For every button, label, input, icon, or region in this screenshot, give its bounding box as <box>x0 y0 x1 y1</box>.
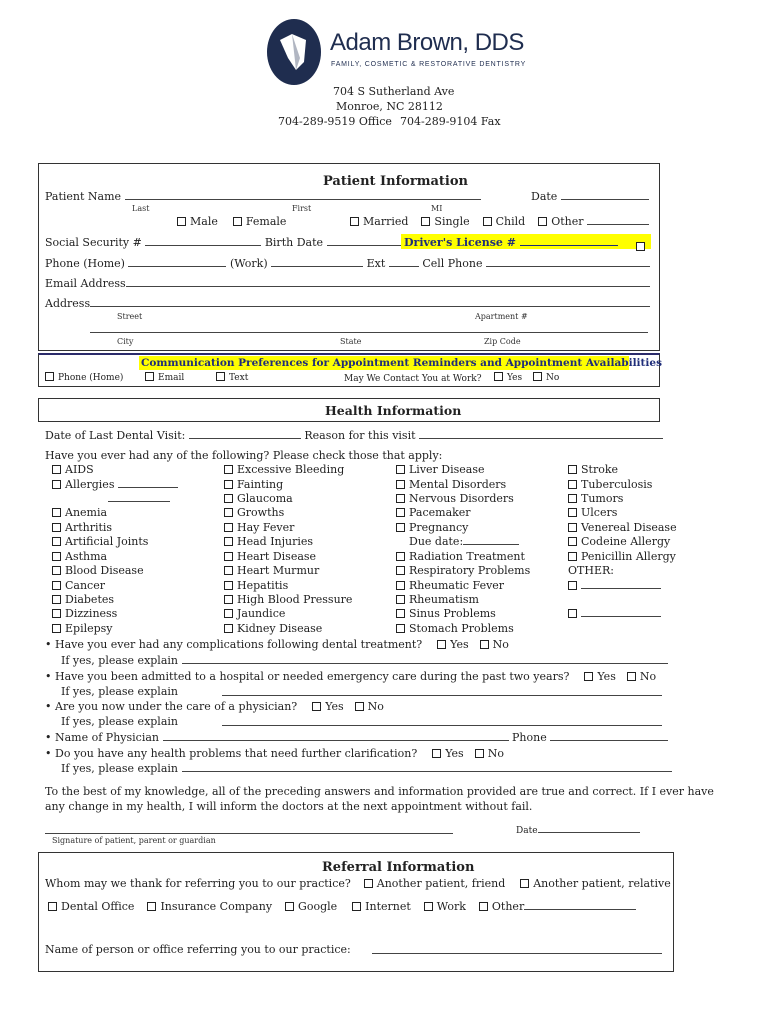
phone-home-field[interactable] <box>128 257 226 267</box>
address-row <box>45 297 650 310</box>
col3-row-0 <box>396 463 485 476</box>
female-label: Female <box>245 215 287 228</box>
comm-phone-row <box>45 373 123 383</box>
other-condition-row-1 <box>568 579 661 592</box>
growths-checkbox[interactable] <box>224 508 233 517</box>
condition-label: Growths <box>237 506 285 519</box>
dental-office-checkbox[interactable] <box>48 902 57 911</box>
due-date-row <box>409 535 519 548</box>
internet-checkbox[interactable] <box>352 902 361 911</box>
hepatitis-checkbox[interactable] <box>224 581 233 590</box>
married-checkbox[interactable] <box>350 217 359 226</box>
condition-label: Heart Murmur <box>237 564 320 577</box>
q5-explain-label: If yes, please explain <box>61 762 178 775</box>
q5-yes-label: Yes <box>445 747 464 760</box>
col1-row-5 <box>52 550 107 563</box>
another-friend-label: Another patient, friend <box>376 877 506 890</box>
diabetes-checkbox[interactable] <box>52 595 61 604</box>
col2-row-3 <box>224 506 284 519</box>
col3-row-1 <box>396 478 506 491</box>
mi-label: MI <box>431 204 443 213</box>
q1-no-checkbox[interactable] <box>480 640 489 649</box>
col2-row-8 <box>224 579 288 592</box>
excessive-bleeding-checkbox[interactable] <box>224 465 233 474</box>
col1-row-8 <box>52 593 114 606</box>
col3-row-7 <box>396 579 504 592</box>
due-date-label: Due date: <box>409 535 464 548</box>
q3-explain-label: If yes, please explain <box>61 715 178 728</box>
q3-yes-label: Yes <box>325 700 344 713</box>
office-phone: 704-289-9519 Office <box>278 115 392 128</box>
work-label: (Work) <box>229 257 268 270</box>
q2-no-label: No <box>639 670 657 683</box>
col1-row-0 <box>52 463 94 476</box>
patient-name-label: Patient Name <box>45 190 122 203</box>
dizziness-checkbox[interactable] <box>52 609 61 618</box>
q5-yes-checkbox[interactable] <box>432 749 441 758</box>
another-relative-checkbox[interactable] <box>520 879 529 888</box>
last-visit-row <box>45 429 663 442</box>
col2-row-9 <box>224 593 352 606</box>
q3-label: Are you now under the care of a physician? <box>55 700 298 713</box>
date-row <box>531 190 649 203</box>
apartment-label: Apartment # <box>475 312 528 321</box>
sinus-problems-checkbox[interactable] <box>396 609 405 618</box>
other-referral-checkbox[interactable] <box>479 902 488 911</box>
col2-row-5 <box>224 535 313 548</box>
condition-label: Hay Fever <box>237 521 295 534</box>
condition-label: Asthma <box>65 550 108 563</box>
q2-no-checkbox[interactable] <box>627 672 636 681</box>
q1-explain-field[interactable] <box>182 654 668 664</box>
condition-label: Jaundice <box>237 607 286 620</box>
condition-label: Mental Disorders <box>409 478 507 491</box>
bullet-icon: • <box>45 731 52 744</box>
heart-disease-checkbox[interactable] <box>224 552 233 561</box>
condition-label: Rheumatism <box>409 593 479 606</box>
rheumatic-fever-checkbox[interactable] <box>396 581 405 590</box>
address-label: Address <box>45 297 91 310</box>
q5-label: Do you have any health problems that need further clarification? <box>55 747 418 760</box>
gender-row <box>177 215 286 228</box>
patient-name-field[interactable] <box>125 190 481 200</box>
condition-label: Allergies <box>65 478 115 491</box>
rheumatism-checkbox[interactable] <box>396 595 405 604</box>
tuberculosis-checkbox[interactable] <box>568 480 577 489</box>
arthritis-checkbox[interactable] <box>52 523 61 532</box>
codeine-allergy-checkbox[interactable] <box>568 537 577 546</box>
condition-label: Fainting <box>237 478 284 491</box>
sig-date-label: Date <box>516 826 538 836</box>
birth-date-label: Birth Date <box>264 236 323 249</box>
date-label: Date <box>531 190 558 203</box>
condition-label: Stomach Problems <box>409 622 514 635</box>
condition-label: Venereal Disease <box>581 521 677 534</box>
other-label: Other <box>551 215 584 228</box>
col4-row-4 <box>568 521 677 534</box>
q2-row <box>45 670 656 683</box>
other-checkbox[interactable] <box>538 217 547 226</box>
head-injuries-checkbox[interactable] <box>224 537 233 546</box>
condition-label: Tumors <box>581 492 624 505</box>
comm-prefs-title: Communication Preferences for Appointment Reminders and Appointment Availabilities <box>141 357 662 369</box>
condition-label: High Blood Pressure <box>237 593 353 606</box>
conditions-question: Have you ever had any of the following? Please check those that apply: <box>45 449 443 462</box>
condition-label: Heart Disease <box>237 550 317 563</box>
col3-row-8 <box>396 593 479 606</box>
condition-label: Penicillin Allergy <box>581 550 676 563</box>
insurance-checkbox[interactable] <box>147 902 156 911</box>
col3-row-6 <box>396 564 530 577</box>
reason-field[interactable] <box>419 429 663 439</box>
comm-text-label: Text <box>229 373 249 383</box>
insurance-label: Insurance Company <box>160 900 273 913</box>
health-info-title: Health Information <box>325 403 462 418</box>
signature-field[interactable] <box>45 824 453 834</box>
ext-label: Ext <box>366 257 386 270</box>
allergies-field-2[interactable] <box>108 493 170 502</box>
physician-phone-field[interactable] <box>550 731 668 741</box>
comm-text-checkbox[interactable] <box>216 372 225 381</box>
other-condition-2-checkbox[interactable] <box>568 609 577 618</box>
child-label: Child <box>495 215 526 228</box>
patient-name-row <box>45 190 481 203</box>
city-label: City <box>117 337 134 346</box>
col4-row-0 <box>568 463 618 476</box>
work-contact-no-checkbox[interactable] <box>533 372 542 381</box>
comm-email-row <box>145 373 184 383</box>
condition-label: Blood Disease <box>65 564 144 577</box>
col4-row-5 <box>568 535 670 548</box>
q4-row <box>45 731 668 744</box>
q3-no-checkbox[interactable] <box>355 702 364 711</box>
tumors-checkbox[interactable] <box>568 494 577 503</box>
referral-question-row <box>45 877 671 890</box>
ssn-field[interactable] <box>145 236 261 246</box>
last-visit-label: Date of Last Dental Visit: <box>45 429 186 442</box>
cancer-checkbox[interactable] <box>52 581 61 590</box>
state-label: State <box>340 337 362 346</box>
col2-row-0 <box>224 463 344 476</box>
nervous-disorders-checkbox[interactable] <box>396 494 405 503</box>
anemia-checkbox[interactable] <box>52 508 61 517</box>
condition-label: Excessive Bleeding <box>237 463 345 476</box>
q5-no-label: No <box>487 747 504 760</box>
condition-label: AIDS <box>65 463 94 476</box>
referral-sources-row <box>48 900 636 913</box>
condition-label: Nervous Disorders <box>409 492 514 505</box>
condition-label: Epilepsy <box>65 622 113 635</box>
work-contact-no-label: No <box>546 373 560 383</box>
address-field[interactable] <box>90 297 650 307</box>
condition-label: Hepatitis <box>237 579 289 592</box>
stroke-checkbox[interactable] <box>568 465 577 474</box>
ulcers-checkbox[interactable] <box>568 508 577 517</box>
condition-label: Pregnancy <box>409 521 469 534</box>
ext-field[interactable] <box>389 257 419 267</box>
marital-row <box>350 215 649 228</box>
q3-no-label: No <box>367 700 384 713</box>
radiation-treatment-checkbox[interactable] <box>396 552 405 561</box>
reason-label: Reason for this visit <box>304 429 416 442</box>
condition-label: Anemia <box>65 506 108 519</box>
glaucoma-checkbox[interactable] <box>224 494 233 503</box>
work-contact-yes-label: Yes <box>507 373 523 383</box>
physician-name-field[interactable] <box>163 731 509 741</box>
work-contact-yes-checkbox[interactable] <box>494 372 503 381</box>
comm-email-label: Email <box>158 373 185 383</box>
google-label: Google <box>298 900 338 913</box>
other-condition-row-2 <box>568 607 661 620</box>
patient-info-title: Patient Information <box>323 174 468 189</box>
zip-label: Zip Code <box>484 337 521 346</box>
first-label: First <box>292 204 312 213</box>
q5-row <box>45 747 504 760</box>
allergies-field[interactable] <box>118 478 178 488</box>
liver-disease-checkbox[interactable] <box>396 465 405 474</box>
comm-text-row <box>216 373 248 383</box>
fax-phone: 704-289-9104 Fax <box>400 115 501 128</box>
another-friend-checkbox[interactable] <box>364 879 373 888</box>
col3-row-9 <box>396 607 496 620</box>
hay-fever-checkbox[interactable] <box>224 523 233 532</box>
condition-label: Ulcers <box>581 506 618 519</box>
comm-email-checkbox[interactable] <box>145 372 154 381</box>
asthma-checkbox[interactable] <box>52 552 61 561</box>
q4-label: Name of Physician <box>55 731 159 744</box>
comm-phone-checkbox[interactable] <box>45 372 54 381</box>
email-label: Email Address <box>45 277 126 290</box>
other-condition-1-checkbox[interactable] <box>568 581 577 590</box>
address-line1: 704 S Sutherland Ave <box>333 85 455 98</box>
drivers-license-field[interactable] <box>520 236 618 246</box>
col1-row-1 <box>52 478 178 491</box>
cell-phone-field[interactable] <box>486 257 650 267</box>
col3-row-5 <box>396 550 525 563</box>
street-label: Street <box>117 312 143 321</box>
pregnancy-checkbox[interactable] <box>396 523 405 532</box>
birth-date-field[interactable] <box>327 236 409 246</box>
ssn-label: Social Security # <box>45 236 142 249</box>
brand-tagline: FAMILY, COSMETIC & RESTORATIVE DENTISTRY <box>331 61 527 68</box>
condition-label: Dizziness <box>65 607 118 620</box>
contact-at-work-label: May We Contact You at Work? <box>344 374 482 384</box>
condition-label: Cancer <box>65 579 105 592</box>
blood-disease-checkbox[interactable] <box>52 566 61 575</box>
q1-label: Have you ever had any complications following dental treatment? <box>55 638 423 651</box>
referral-title: Referral Information <box>322 860 475 875</box>
q2-explain-label: If yes, please explain <box>61 685 178 698</box>
condition-label: Kidney Disease <box>237 622 323 635</box>
q2-yes-checkbox[interactable] <box>584 672 593 681</box>
col4-row-1 <box>568 478 652 491</box>
internet-label: Internet <box>365 900 411 913</box>
condition-label: Stroke <box>581 463 619 476</box>
address-line2: Monroe, NC 28112 <box>336 100 443 113</box>
epilepsy-checkbox[interactable] <box>52 624 61 633</box>
col3-row-3 <box>396 506 471 519</box>
email-field[interactable] <box>126 277 650 287</box>
condition-label: Liver Disease <box>409 463 485 476</box>
allergies-checkbox[interactable] <box>52 480 61 489</box>
sig-date-field[interactable] <box>538 823 640 833</box>
other-condition-1-field[interactable] <box>581 579 661 589</box>
ssn-row <box>45 236 409 249</box>
work-phone-field[interactable] <box>271 257 363 267</box>
venereal-disease-checkbox[interactable] <box>568 523 577 532</box>
referral-name-label: Name of person or office referring you to our practice: <box>45 943 351 956</box>
col1-row-2 <box>52 506 107 519</box>
another-relative-label: Another patient, relative <box>533 877 671 890</box>
other-referral-label: Other <box>491 900 525 913</box>
q1-row <box>45 638 509 651</box>
col2-row-1 <box>224 478 283 491</box>
health-statement: To the best of my knowledge, all of the preceding answers and information provided are true and correct. If I ever have any change in my health, I will inform the doctors at the next appointment without fail. <box>45 785 714 813</box>
col1-row-9 <box>52 607 117 620</box>
q2-explain-row <box>61 685 178 698</box>
work-label: Work <box>436 900 466 913</box>
condition-label: Artificial Joints <box>65 535 149 548</box>
bullet-icon: • <box>45 638 52 651</box>
aids-checkbox[interactable] <box>52 465 61 474</box>
col2-row-4 <box>224 521 294 534</box>
bullet-icon: • <box>45 670 52 683</box>
male-checkbox[interactable] <box>177 217 186 226</box>
google-checkbox[interactable] <box>285 902 294 911</box>
city-state-zip-field[interactable] <box>90 323 648 333</box>
signature-label: Signature of patient, parent or guardian <box>52 836 216 845</box>
comm-phone-label: Phone (Home) <box>58 373 124 383</box>
artificial-joints-checkbox[interactable] <box>52 537 61 546</box>
col4-row-6 <box>568 550 676 563</box>
mental-disorders-checkbox[interactable] <box>396 480 405 489</box>
q2-label: Have you been admitted to a hospital or needed emergency care during the past two years? <box>55 670 570 683</box>
fainting-checkbox[interactable] <box>224 480 233 489</box>
stomach-problems-checkbox[interactable] <box>396 624 405 633</box>
kidney-disease-checkbox[interactable] <box>224 624 233 633</box>
q4-phone-label: Phone <box>512 731 547 744</box>
q1-yes-checkbox[interactable] <box>437 640 446 649</box>
condition-label: Sinus Problems <box>409 607 496 620</box>
last-label: Last <box>132 204 150 213</box>
practice-logo <box>266 18 322 86</box>
referral-question: Whom may we thank for referring you to our practice? <box>45 877 351 890</box>
respiratory-problems-checkbox[interactable] <box>396 566 405 575</box>
col2-row-7 <box>224 564 319 577</box>
col2-row-2 <box>224 492 293 505</box>
condition-label: Rheumatic Fever <box>409 579 505 592</box>
condition-label: Pacemaker <box>409 506 471 519</box>
heart-murmur-checkbox[interactable] <box>224 566 233 575</box>
cell-label: Cell Phone <box>422 257 483 270</box>
q1-no-label: No <box>492 638 509 651</box>
condition-label: Tuberculosis <box>581 478 653 491</box>
col2-row-11 <box>224 622 322 635</box>
col1-row-4 <box>52 535 148 548</box>
drivers-license-label: Driver's License # <box>404 236 516 249</box>
q1-yes-label: Yes <box>450 638 469 651</box>
q5-no-checkbox[interactable] <box>475 749 484 758</box>
phone-home-label: Phone (Home) <box>45 257 125 270</box>
q3-explain-field[interactable] <box>222 716 662 726</box>
email-row <box>45 277 650 290</box>
q1-explain-row <box>61 654 668 667</box>
col4-row-2 <box>568 492 623 505</box>
jaundice-checkbox[interactable] <box>224 609 233 618</box>
q1-explain-label: If yes, please explain <box>61 654 178 667</box>
q5-explain-row <box>61 762 672 775</box>
single-label: Single <box>434 215 470 228</box>
q5-explain-field[interactable] <box>182 762 672 772</box>
male-label: Male <box>190 215 218 228</box>
col1-row-10 <box>52 622 113 635</box>
child-checkbox[interactable] <box>483 217 492 226</box>
penicillin-allergy-checkbox[interactable] <box>568 552 577 561</box>
condition-label: Radiation Treatment <box>409 550 525 563</box>
condition-label: Respiratory Problems <box>409 564 531 577</box>
single-checkbox[interactable] <box>421 217 430 226</box>
col1-row-6 <box>52 564 144 577</box>
col1-row-7 <box>52 579 105 592</box>
condition-label: Diabetes <box>65 593 115 606</box>
high-blood-pressure-checkbox[interactable] <box>224 595 233 604</box>
other-condition-2-field[interactable] <box>581 607 661 617</box>
condition-label: Arthritis <box>65 521 113 534</box>
condition-label: Head Injuries <box>237 535 314 548</box>
bullet-icon: • <box>45 700 52 713</box>
phone-row <box>45 257 650 270</box>
due-date-field[interactable] <box>463 535 519 545</box>
other-conditions-label: OTHER: <box>568 564 614 577</box>
col3-row-2 <box>396 492 514 505</box>
col1-row-3 <box>52 521 112 534</box>
married-label: Married <box>363 215 409 228</box>
work-contact-no-row <box>533 373 559 383</box>
drivers-license-row <box>404 236 618 249</box>
bullet-icon: • <box>45 747 52 760</box>
other-referral-field[interactable] <box>524 900 636 910</box>
drivers-license-checkbox[interactable] <box>636 242 645 251</box>
other-field[interactable] <box>587 215 649 225</box>
col2-row-10 <box>224 607 285 620</box>
sig-date-row <box>516 823 640 836</box>
female-checkbox[interactable] <box>233 217 242 226</box>
date-field[interactable] <box>561 190 649 200</box>
q3-yes-checkbox[interactable] <box>312 702 321 711</box>
condition-label: Codeine Allergy <box>581 535 671 548</box>
condition-label: Glaucoma <box>237 492 293 505</box>
q2-explain-field[interactable] <box>222 686 662 696</box>
q3-explain-row <box>61 715 178 728</box>
work-contact-yes-row <box>494 373 522 383</box>
pacemaker-checkbox[interactable] <box>396 508 405 517</box>
dental-office-label: Dental Office <box>61 900 135 913</box>
referral-name-field[interactable] <box>372 944 662 954</box>
col3-row-10 <box>396 622 514 635</box>
col2-row-6 <box>224 550 316 563</box>
work-checkbox[interactable] <box>424 902 433 911</box>
last-visit-field[interactable] <box>189 429 301 439</box>
col3-row-4 <box>396 521 468 534</box>
brand-name: Adam Brown, DDS <box>330 29 524 56</box>
col4-row-3 <box>568 506 617 519</box>
q3-row <box>45 700 384 713</box>
q2-yes-label: Yes <box>597 670 616 683</box>
